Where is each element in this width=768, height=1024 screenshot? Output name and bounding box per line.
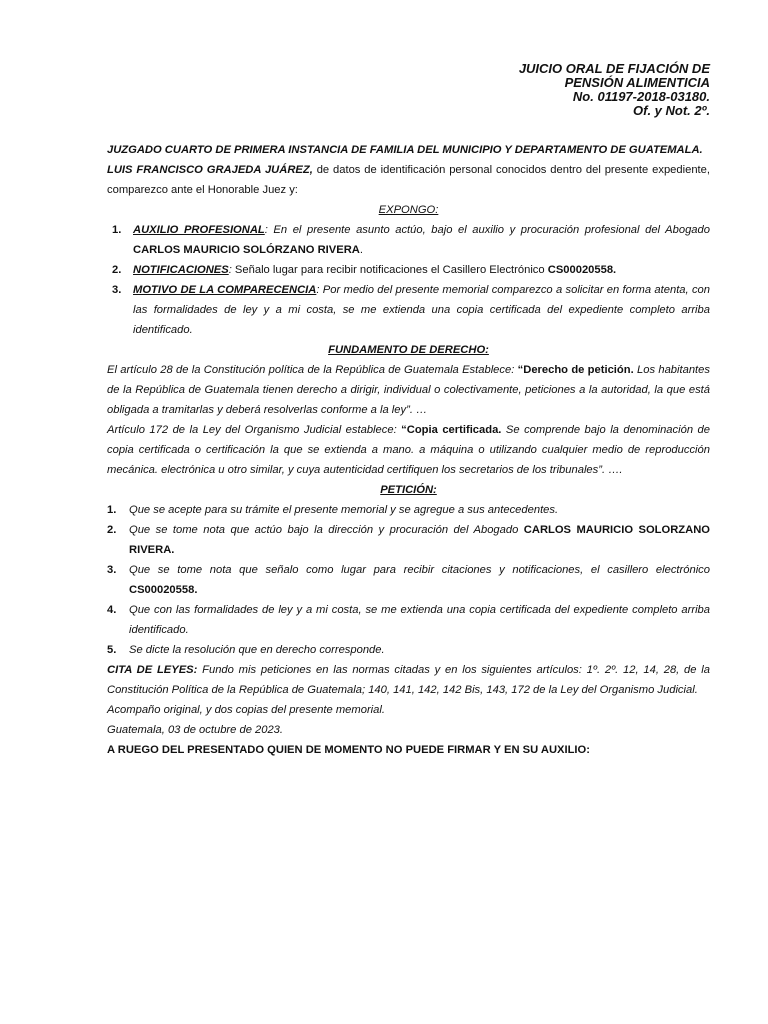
item-bold: CARLOS MAURICIO SOLÓRZANO RIVERA [133, 244, 360, 256]
fundamento-paragraph-2 [107, 420, 710, 480]
peticion-title: PETICIÓN: [380, 484, 437, 496]
item-number: 5. [107, 644, 117, 656]
item-tail: . [359, 244, 363, 256]
article-172-intro: Artículo 172 de la Ley del Organismo Judicial establece: [107, 424, 402, 436]
list-item [107, 280, 710, 340]
item-bold: CS00020558. [129, 584, 198, 596]
case-header [107, 62, 710, 118]
article-172-text: Se comprende bajo la denominación de copia certificada o certificación la que se extienda a mano. a máquina o utilizando cualquier medio de reproducción mecánica. electrónica u otro similar, y cuya autenticidad certifiquen los secretarios de los tribunales”. …. [107, 424, 710, 476]
intro-paragraph [107, 160, 710, 200]
fundamento-paragraph-1 [107, 360, 710, 420]
item-text: Que se acepte para su trámite el presente memorial y se agregue a sus antecedentes. [129, 504, 559, 516]
item-bold: CS00020558. [547, 264, 617, 276]
list-item [107, 520, 710, 560]
item-number: 4. [107, 604, 117, 616]
item-text: Que se tome nota que actúo bajo la dirección y procuración del Abogado [129, 524, 524, 536]
closing-line: A RUEGO DEL PRESENTADO QUIEN DE MOMENTO NO PUEDE FIRMAR Y EN SU AUXILIO: [107, 744, 590, 756]
item-label: NOTIFICACIONES [133, 264, 229, 276]
list-item [107, 220, 710, 260]
date-line: Guatemala, 03 de octubre de 2023. [107, 724, 284, 736]
attachments-note: Acompaño original, y dos copias del presente memorial. [107, 704, 385, 716]
list-item [107, 640, 710, 660]
intro-text: de datos de identificación personal conocidos dentro del presente expediente, comparezco ante el Honorable Juez y: [107, 164, 710, 196]
item-number: 1. [107, 504, 117, 516]
item-bold: CARLOS MAURICIO SOLORZANO RIVERA. [129, 524, 710, 556]
item-colon: : [264, 224, 268, 236]
case-title-line-1: JUICIO ORAL DE FIJACIÓN DE [518, 61, 710, 76]
article-172-heading: “Copia certificada. [401, 424, 502, 436]
item-text: Señalo lugar para recibir notificaciones el Casillero Electrónico [231, 264, 548, 276]
item-number: 2. [112, 264, 122, 276]
case-number: No. 01197-2018-03180. [572, 89, 710, 104]
item-label: MOTIVO DE LA COMPARECENCIA [133, 284, 317, 296]
expongo-title: EXPONGO: [378, 204, 439, 216]
item-number: 2. [107, 524, 117, 536]
article-28-heading: “Derecho de petición. [517, 364, 634, 376]
list-item [107, 260, 710, 280]
case-office: Of. y Not. 2º. [633, 103, 710, 118]
item-colon: : [228, 264, 232, 276]
item-number: 3. [107, 564, 117, 576]
expongo-list [107, 220, 710, 340]
item-text: En el presente asunto actúo, bajo el auxilio y procuración profesional del Abogado [267, 224, 710, 236]
list-item [107, 500, 710, 520]
item-colon: : [316, 284, 320, 296]
court-name: JUZGADO CUARTO DE PRIMERA INSTANCIA DE FAMILIA DEL MUNICIPIO Y DEPARTAMENTO DE GUATEMALA. [107, 144, 703, 156]
case-title-line-2: PENSIÓN ALIMENTICIA [564, 75, 710, 90]
item-number: 1. [112, 224, 122, 236]
item-label: AUXILIO PROFESIONAL [133, 224, 265, 236]
list-item [107, 600, 710, 640]
item-text: Que con las formalidades de ley y a mi costa, se me extienda una copia certificada del expediente completo arriba identificado. [129, 604, 710, 636]
item-text: Por medio del presente memorial comparezco a solicitar en forma atenta, con las formalidades de ley y a mi costa, se me extienda una copia certificada del expediente completo arriba identificado. [133, 284, 710, 336]
peticion-list [107, 500, 710, 660]
list-item [107, 560, 710, 600]
cita-label: CITA DE LEYES: [107, 664, 198, 676]
applicant-name: LUIS FRANCISCO GRAJEDA JUÁREZ, [107, 164, 313, 176]
item-text: Se dicte la resolución que en derecho corresponde. [129, 644, 385, 656]
item-text: Que se tome nota que señalo como lugar para recibir citaciones y notificaciones, el casillero electrónico [129, 564, 710, 576]
article-28-text: Los habitantes de la República de Guatemala tienen derecho a dirigir, individual o colectivamente, peticiones a la autoridad, la que está obligada a tramitarlas y deberá resolverlas conforme a la ley”. … [107, 364, 710, 416]
item-number: 3. [112, 284, 122, 296]
cita-text: Fundo mis peticiones en las normas citadas y en los siguientes artículos: 1º. 2º. 12, 14, 28, de la Constitución Política de la República de Guatemala; 140, 141, 142, 142 Bis, 143, 172 de la Ley del Organismo Judicial. [107, 664, 710, 696]
fundamento-title: FUNDAMENTO DE DERECHO: [328, 344, 489, 356]
cita-de-leyes [107, 660, 710, 700]
article-28-intro: El artículo 28 de la Constitución política de la República de Guatemala Establece: [107, 364, 518, 376]
